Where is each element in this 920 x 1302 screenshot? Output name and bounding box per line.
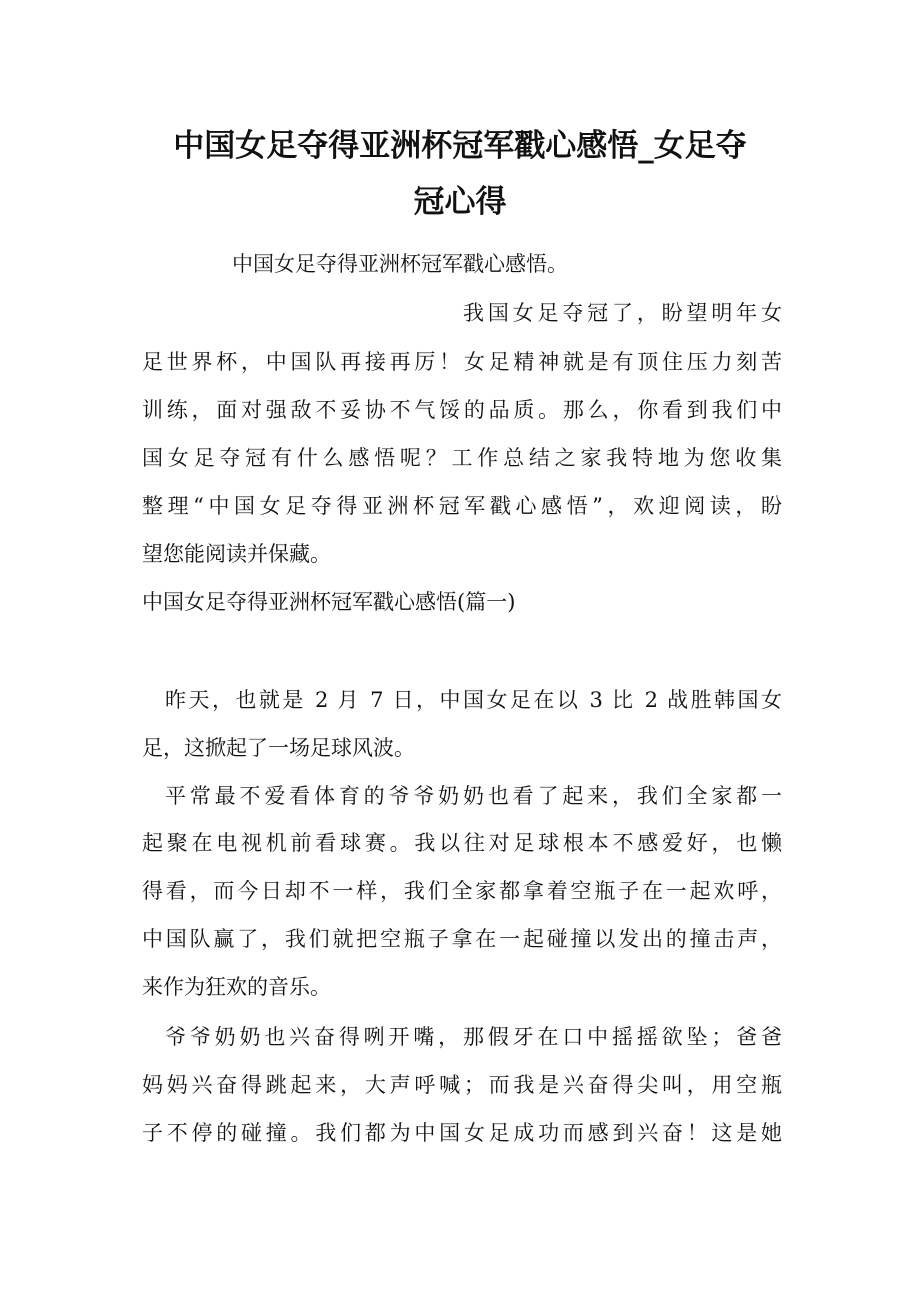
intro-line: 望您能阅读并保藏。 <box>142 542 331 566</box>
paragraph-line: 中国队赢了，我们就把空瓶子拿在一起碰撞以发出的撞击声， <box>142 927 782 951</box>
intro-line: 足世界杯，中国队再接再厉！女足精神就是有顶住压力刻苦 <box>142 350 782 374</box>
intro-line: 整理“中国女足夺得亚洲杯冠军戳心感悟”，欢迎阅读，盼 <box>142 494 782 518</box>
paragraph-line: 来作为狂欢的音乐。 <box>142 975 331 999</box>
paragraph-line: 起聚在电视机前看球赛。我以往对足球根本不感爱好，也懒 <box>142 831 782 855</box>
paragraph-line: 足，这掀起了一场足球风波。 <box>142 736 415 760</box>
intro-line: 我国女足夺冠了，盼望明年女 <box>463 301 782 325</box>
intro-line: 国女足夺冠有什么感悟呢？工作总结之家我特地为您收集 <box>142 446 782 470</box>
intro-line: 训练，面对强敌不妥协不气馁的品质。那么，你看到我们中 <box>142 398 782 422</box>
paragraph-line: 子不停的碰撞。我们都为中国女足成功而感到兴奋！这是她 <box>142 1121 782 1145</box>
intro-lead-line: 中国女足夺得亚洲杯冠军戳心感悟。 <box>232 252 568 276</box>
paragraph-line: 得看，而今日却不一样，我们全家都拿着空瓶子在一起欢呼， <box>142 879 782 903</box>
paragraph-line: 平常最不爱看体育的爷爷奶奶也看了起来，我们全家都一 <box>165 784 782 808</box>
document-title <box>140 118 780 230</box>
section-heading: 中国女足夺得亚洲杯冠军戳心感悟(篇一) <box>142 590 516 614</box>
title-line-1: 中国女足夺得亚洲杯冠军戳心感悟_女足夺 <box>173 128 747 164</box>
paragraph-line: 昨天，也就是 2 月 7 日，中国女足在以 3 比 2 战胜韩国女 <box>165 688 782 712</box>
title-line-2: 冠心得 <box>413 184 507 220</box>
paragraph-line: 妈妈兴奋得跳起来，大声呼喊；而我是兴奋得尖叫，用空瓶 <box>142 1073 782 1097</box>
paragraph-line: 爷爷奶奶也兴奋得咧开嘴，那假牙在口中摇摇欲坠；爸爸 <box>165 1025 782 1049</box>
